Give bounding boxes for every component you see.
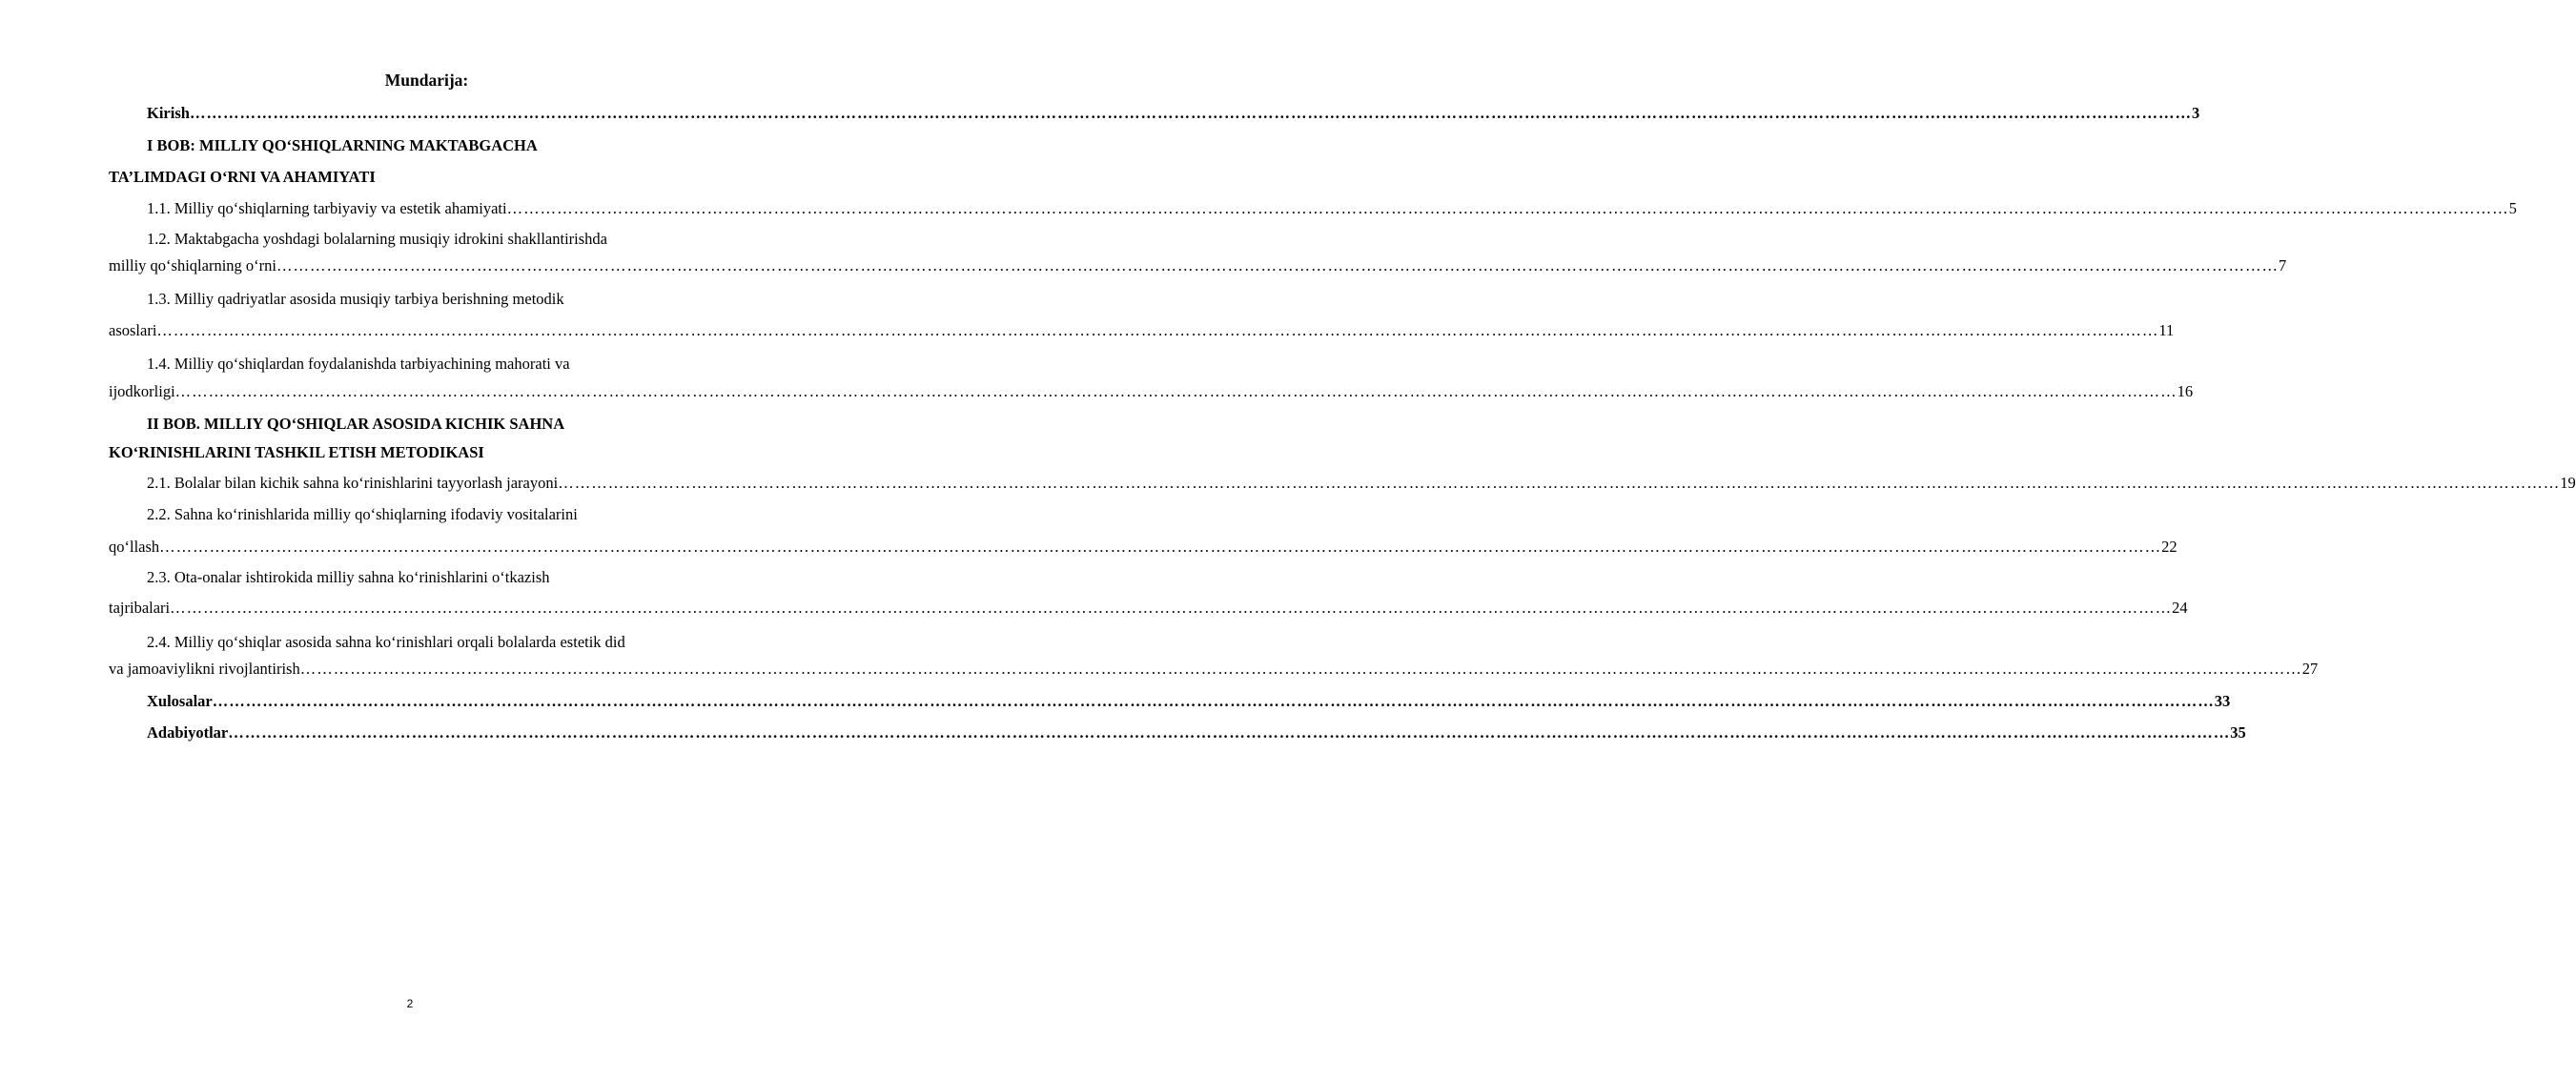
toc-entry — [147, 133, 705, 158]
toc-entry-text: Kirish — [147, 104, 190, 122]
page-number: 2 — [406, 997, 414, 1010]
toc-entry — [147, 689, 2231, 714]
toc-page-number: 35 — [2230, 723, 2246, 742]
toc-entry — [109, 318, 2175, 343]
toc-page-number: 22 — [2161, 538, 2177, 556]
toc-entry-text: 2.1. Bolalar bilan kichik sahna ko‘rinishlarini tayyorlash jarayoni — [147, 474, 559, 492]
toc-entry — [147, 101, 2200, 126]
toc-entry — [109, 440, 705, 465]
toc-entry-text: 1.2. Maktabgacha yoshdagi bolalarning musiqiy idrokini shakllantirishda — [147, 230, 607, 248]
toc-title: Mundarija: — [384, 71, 469, 90]
toc-entry — [147, 196, 2517, 221]
toc-page-number: 27 — [2301, 660, 2319, 678]
toc-page-number: 24 — [2172, 599, 2188, 617]
toc-dot-leader: ……………………………………………………………………………………………………………………………………………………………………………………………………………………………………………………………………………………………………………………………… — [174, 382, 2177, 400]
toc-dot-leader: ……………………………………………………………………………………………………………………………………………………………………………………………………………………………………………………………………………………………………………………………… — [228, 723, 2231, 742]
toc-entry — [147, 721, 2246, 745]
toc-dot-leader: ……………………………………………………………………………………………………………………………………………………………………………………………………………………………………………………………………………………………………………………………… — [299, 660, 2302, 678]
toc-entry — [147, 227, 705, 252]
toc-page-number: 19 — [2560, 474, 2576, 492]
toc-entry-text: va jamoaviylikni rivojlantirish — [109, 660, 300, 678]
toc-entry — [109, 254, 2287, 278]
toc-page-number: 11 — [2158, 321, 2175, 339]
toc-entry-text: 2.4. Milliy qo‘shiqlar asosida sahna ko‘rinishlari orqali bolalarda estetik did — [147, 633, 625, 651]
toc-dot-leader: ……………………………………………………………………………………………………………………………………………………………………………………………………………………………………………………………………………………………………………………………… — [159, 538, 2162, 556]
toc-entry-text: 2.2. Sahna ko‘rinishlarida milliy qo‘shiqlarning ifodaviy vositalarini — [147, 505, 578, 523]
toc-page-number: 7 — [2278, 256, 2287, 275]
toc-entry — [147, 471, 2576, 496]
toc-dot-leader: ……………………………………………………………………………………………………………………………………………………………………………………………………………………………………………………………………………………………………………………………… — [212, 692, 2215, 710]
toc-entry-text: II BOB. MILLIY QO‘SHIQLAR ASOSIDA KICHIK SAHNA — [147, 415, 565, 433]
toc-entry-text: 1.4. Milliy qo‘shiqlardan foydalanishda tarbiyachining mahorati va — [147, 355, 570, 373]
toc-entry — [147, 412, 705, 437]
toc-entry-text: 1.3. Milliy qadriyatlar asosida musiqiy tarbiya berishning metodik — [147, 290, 564, 308]
toc-dot-leader: ……………………………………………………………………………………………………………………………………………………………………………………………………………………………………………………………………………………………………………………………… — [506, 199, 2509, 217]
toc-entry-text: tajribalari — [109, 599, 171, 617]
toc-entry-text: 1.1. Milliy qo‘shiqlarning tarbiyaviy va estetik ahamiyati — [147, 199, 507, 217]
toc-entry-text: I BOB: MILLIY QO‘SHIQLARNING MAKTABGACHA — [147, 136, 538, 154]
toc-entry — [147, 565, 705, 590]
toc-entry — [147, 630, 705, 655]
toc-dot-leader: ……………………………………………………………………………………………………………………………………………………………………………………………………………………………………………………………………………………………………………………………… — [558, 474, 2561, 492]
toc-page-number: 5 — [2508, 199, 2517, 217]
toc-entry-text: ijodkorligi — [109, 382, 175, 400]
toc-entry-text: asoslari — [109, 321, 157, 339]
toc-entry-text: KO‘RINISHLARINI TASHKIL ETISH METODIKASI — [109, 443, 484, 461]
toc-entry — [147, 502, 705, 527]
toc-entry — [109, 379, 2194, 404]
toc-entry-text: milliy qo‘shiqlarning o‘rni — [109, 256, 276, 275]
toc-entry — [109, 535, 2177, 559]
toc-dot-leader: ……………………………………………………………………………………………………………………………………………………………………………………………………………………………………………………………………………………………………………………………… — [156, 321, 2159, 339]
toc-dot-leader: ……………………………………………………………………………………………………………………………………………………………………………………………………………………………………………………………………………………………………………………………… — [170, 599, 2173, 617]
toc-entry-text: Xulosalar — [147, 692, 213, 710]
toc-entry — [109, 596, 2188, 620]
toc-dot-leader: ……………………………………………………………………………………………………………………………………………………………………………………………………………………………………………………………………………………………………………………………… — [189, 104, 2192, 122]
toc-page-number: 16 — [2177, 382, 2194, 400]
toc-dot-leader: ……………………………………………………………………………………………………………………………………………………………………………………………………………………………………………………………………………………………………………………………… — [276, 256, 2279, 275]
toc-entry-text: 2.3. Ota-onalar ishtirokida milliy sahna ko‘rinishlarini o‘tkazish — [147, 568, 550, 586]
toc-entry-text: qo‘llash — [109, 538, 160, 556]
toc-page-number: 33 — [2214, 692, 2231, 710]
toc-entry — [147, 352, 705, 376]
toc-entry-text: TA’LIMDAGI O‘RNI VA AHAMIYATI — [109, 168, 376, 186]
toc-entry — [109, 165, 705, 190]
toc-entry — [109, 657, 2319, 681]
toc-entry-text: Adabiyotlar — [147, 723, 229, 742]
toc-page-number: 3 — [2191, 104, 2200, 122]
toc-entry — [147, 287, 705, 312]
